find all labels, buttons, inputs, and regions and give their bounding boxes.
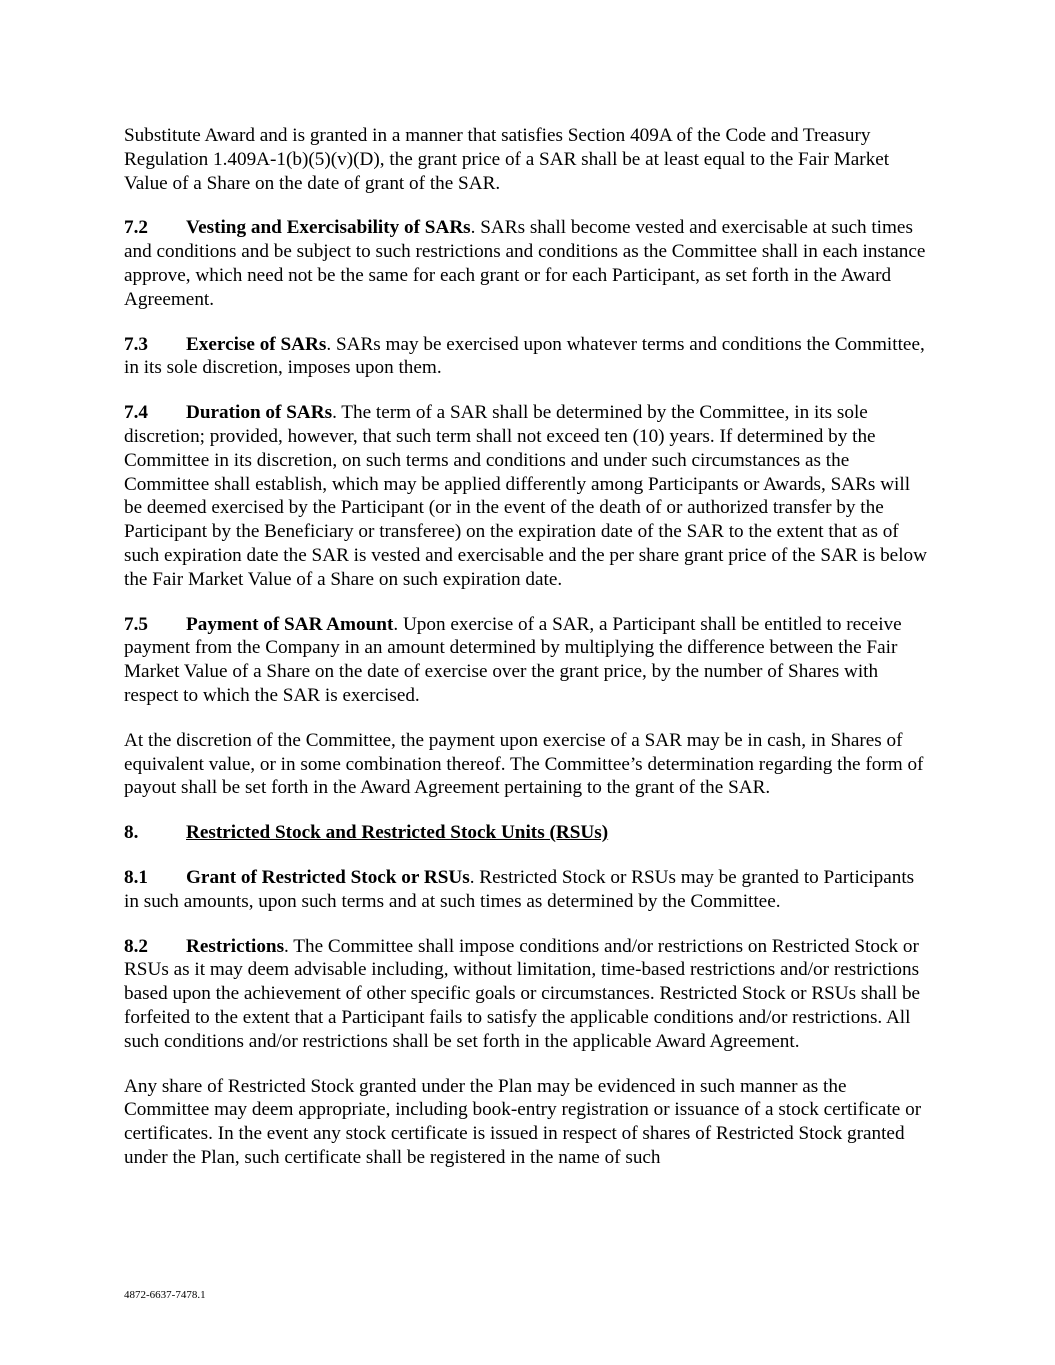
section-heading: Vesting and Exercisability of SARs: [186, 217, 471, 239]
section-heading: Restrictions: [186, 935, 285, 957]
document-page: [124, 124, 930, 1191]
section-number: 7.4: [124, 402, 148, 424]
section-number: 8.1: [124, 866, 148, 888]
section-7-2: [124, 216, 930, 311]
section-number: 7.3: [124, 333, 148, 355]
section-8-1: [124, 866, 930, 914]
paragraph-substitute-award: [124, 124, 930, 195]
section-7-4: [124, 401, 930, 591]
section-number: 8.2: [124, 935, 148, 957]
section-8-heading: [124, 821, 930, 845]
section-8-2: [124, 935, 930, 1054]
section-body: . Upon exercise of a SAR, a Participant shall be entitled to receive payment from the Company in an amount determined by multiplying the difference between the Fair Market Value of a Share on the date of exercise over the grant price, by the number of Shares with respect to which the SAR is exercised.: [124, 613, 902, 706]
section-heading: Duration of SARs: [186, 402, 333, 424]
section-body: . The Committee shall impose conditions and/or restrictions on Restricted Stock or RSUs as it may deem advisable including, without limitation, time-based restrictions and/or restrictions based upon the achievement of other specific goals or circumstances. Restricted Stock or RSUs shall be forfeited to the extent that a Participant fails to satisfy the applicable conditions and/or restrictions. All such conditions and/or restrictions shall be set forth in the applicable Award Agreement.: [124, 935, 921, 1052]
paragraph-text: Any share of Restricted Stock granted under the Plan may be evidenced in such manner as the Committee may deem appropriate, including book-entry registration or issuance of a stock certificate or certificates. In the event any stock certificate is issued in respect of shares of Restricted Stock granted under the Plan, such certificate shall be registered in the name of such: [124, 1075, 922, 1168]
section-heading: Exercise of SARs: [186, 333, 327, 355]
section-number: 8.: [124, 822, 139, 844]
paragraph-text: Substitute Award and is granted in a manner that satisfies Section 409A of the Code and Treasury Regulation 1.409A-1(b)(5)(v)(D), the grant price of a SAR shall be at least equal to the Fair Market Value of a Share on the date of grant of the SAR.: [124, 125, 890, 194]
section-body: . SARs may be exercised upon whatever terms and conditions the Committee, in its sole discretion, imposes upon them.: [124, 333, 925, 379]
section-7-3: [124, 333, 930, 381]
paragraph-restricted-stock-evidence: [124, 1075, 930, 1170]
section-number: 7.2: [124, 217, 148, 239]
section-body: . SARs shall become vested and exercisable at such times and conditions and be subject to such restrictions and conditions as the Committee shall in each instance approve, which need not be the same for each grant or for each Participant, as set forth in the Award Agreement.: [124, 217, 926, 310]
section-heading: Grant of Restricted Stock or RSUs: [186, 866, 470, 888]
paragraph-text: At the discretion of the Committee, the payment upon exercise of a SAR may be in cash, in Shares of equivalent value, or in some combination thereof. The Committee’s determination regarding the form of payout shall be set forth in the Award Agreement pertaining to the grant of the SAR.: [124, 729, 924, 799]
section-body: . The term of a SAR shall be determined by the Committee, in its sole discretion; provided, however, that such term shall not exceed ten (10) years. If determined by the Committee in its discretion, on such terms and conditions and under such circumstances as the Committee shall establish, which may be applied differently among Participants or Awards, SARs will be deemed exercised by the Participant (or in the event of the death of or authorized transfer by the Participant by the Beneficiary or transferee) on the expiration date of the SAR to the extent that as of such expiration date the SAR is vested and exercisable and the per share grant price of the SAR is below the Fair Market Value of a Share on such expiration date.: [124, 402, 927, 590]
section-heading: Payment of SAR Amount: [186, 613, 394, 635]
section-body: . Restricted Stock or RSUs may be granted to Participants in such amounts, upon such terms and at such times as determined by the Committee.: [124, 866, 915, 912]
section-number: 7.5: [124, 613, 148, 635]
document-id-footer: 4872-6637-7478.1: [124, 1289, 206, 1301]
paragraph-payout-form: [124, 729, 930, 800]
section-7-5: [124, 613, 930, 708]
section-title: Restricted Stock and Restricted Stock Units (RSUs): [186, 822, 609, 844]
